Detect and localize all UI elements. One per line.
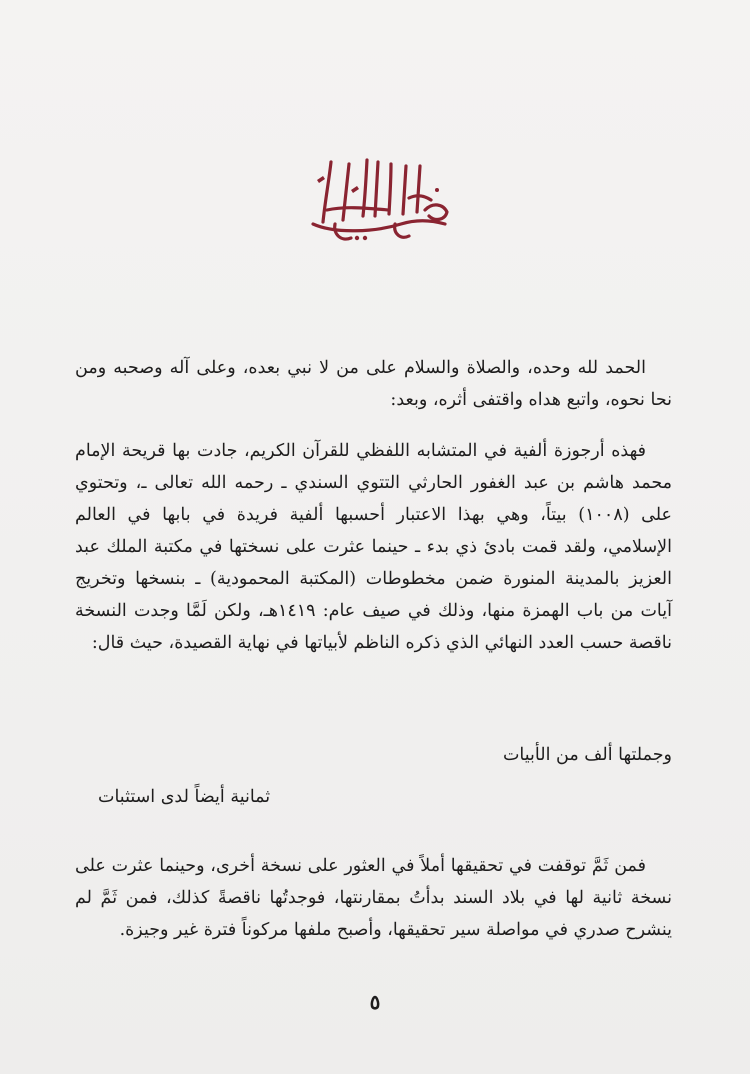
page-number: ٥ bbox=[369, 990, 381, 1014]
closing-paragraph-text: فمن ثَمَّ توقفت في تحقيقها أملاً في العثور على نسخة أخرى، وحينما عثرت على نسخة ثانية لها في بلاد السند بدأتُ بمقارنتها، فوجدتُها ناقصةً كذلك، فمن ثَمَّ لم ينشرح صدري في مواصلة سير تحقيقها، وأصبح ملفها مركوناً فترة غير وجيزة. bbox=[75, 856, 672, 940]
opening-paragraph bbox=[75, 352, 672, 416]
closing-paragraph bbox=[75, 850, 672, 946]
introduction-paragraph-text: فهذه أرجوزة ألفية في المتشابه اللفظي للقرآن الكريم، جادت بها قريحة الإمام محمد هاشم بن عبد الغفور الحارثي التتوي السندي ـ رحمه الله تعالى ـ، وتحتوي على (١٠٠٨) بيتاً، وهي بهذا الاعتبار أحسبها ألفية فريدة في بابها في العالم الإسلامي، ولقد قمت بادئ ذي بدء ـ حينما عثرت على نسختها في مكتبة الملك عبد العزيز بالمدينة المنورة ضمن مخطوطات (المكتبة المحمودية) ـ بنسخها وتخريج آيات من باب الهمزة منها، وذلك في صيف عام: ١٤١٩هـ، ولكن لَمَّا وجدت النسخة ناقصة حسب العدد النهائي الذي ذكره الناظم لأبياتها في نهاية القصيدة، حيث قال: bbox=[75, 441, 672, 653]
verse-first-hemistich: وجملتها ألف من الأبيات bbox=[502, 745, 672, 765]
verse-second-hemistich: ثمانية أيضاً لدى استثبات bbox=[98, 787, 271, 807]
basmala-calligraphy bbox=[305, 150, 455, 245]
opening-paragraph-text: الحمد لله وحده، والصلاة والسلام على من لا نبي بعده، وعلى آله وصحبه ومن نحا نحوه، واتبع هداه واقتفى أثره، وبعد: bbox=[75, 358, 672, 410]
introduction-paragraph bbox=[75, 435, 672, 659]
